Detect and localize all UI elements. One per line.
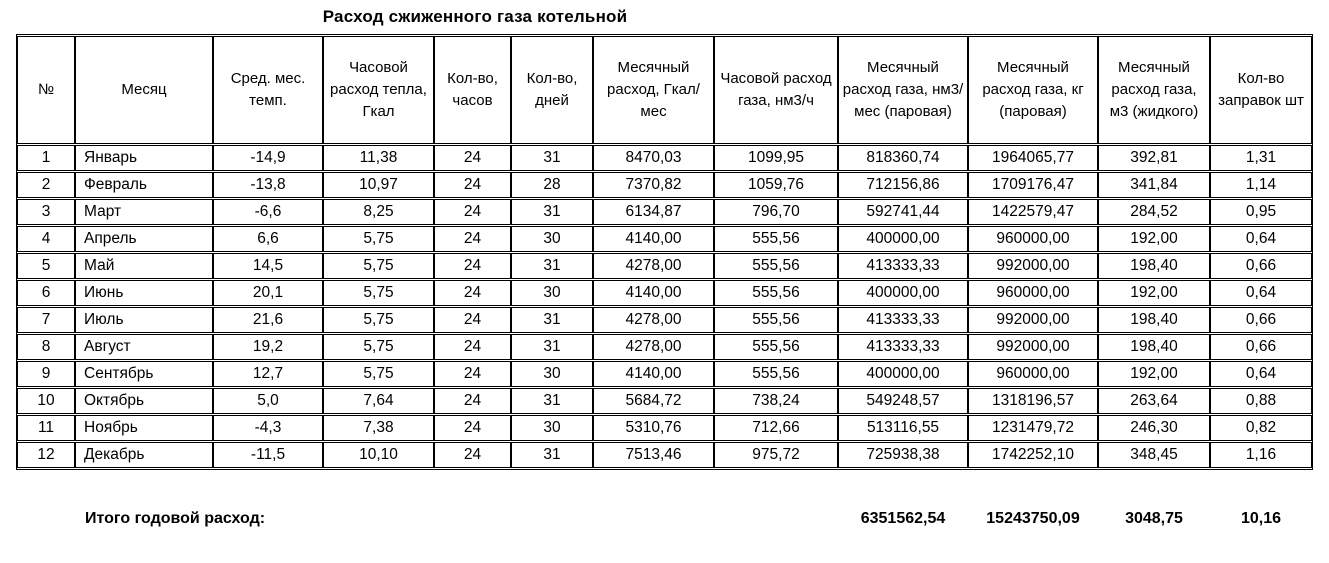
value-cell: -4,3 [213, 415, 323, 441]
value-cell: 712156,86 [838, 172, 968, 198]
value-cell: 7,64 [323, 388, 434, 414]
value-cell: 8 [17, 334, 75, 360]
table-row [17, 253, 1312, 279]
value-cell: 4140,00 [593, 226, 714, 252]
month-cell: Июнь [75, 280, 213, 306]
value-cell: 31 [511, 442, 593, 468]
value-cell: 198,40 [1098, 307, 1210, 333]
column-header: Месячный расход газа, м3 (жидкого) [1098, 36, 1210, 144]
value-cell: 31 [511, 145, 593, 171]
column-header: Сред. мес. темп. [213, 36, 323, 144]
value-cell: 12 [17, 442, 75, 468]
value-cell: 992000,00 [968, 307, 1098, 333]
value-cell: 400000,00 [838, 280, 968, 306]
value-cell: 12,7 [213, 361, 323, 387]
value-cell: 24 [434, 280, 511, 306]
value-cell: 24 [434, 442, 511, 468]
value-cell: 2 [17, 172, 75, 198]
month-cell: Октябрь [75, 388, 213, 414]
column-header: Месячный расход газа, нм3/мес (паровая) [838, 36, 968, 144]
value-cell: 5,75 [323, 226, 434, 252]
value-cell: 796,70 [714, 199, 838, 225]
value-cell: 555,56 [714, 361, 838, 387]
value-cell: 1742252,10 [968, 442, 1098, 468]
value-cell: 5,75 [323, 280, 434, 306]
month-cell: Сентябрь [75, 361, 213, 387]
value-cell: 4140,00 [593, 361, 714, 387]
month-cell: Декабрь [75, 442, 213, 468]
value-cell: 31 [511, 307, 593, 333]
value-cell: 1,16 [1210, 442, 1312, 468]
value-cell: 11,38 [323, 145, 434, 171]
column-header: Кол-во, дней [511, 36, 593, 144]
value-cell: 0,64 [1210, 226, 1312, 252]
value-cell: 7,38 [323, 415, 434, 441]
value-cell: 341,84 [1098, 172, 1210, 198]
column-header: Часовой расход тепла, Гкал [323, 36, 434, 144]
value-cell: 1422579,47 [968, 199, 1098, 225]
month-cell: Февраль [75, 172, 213, 198]
value-cell: 14,5 [213, 253, 323, 279]
value-cell: 555,56 [714, 253, 838, 279]
month-cell: Апрель [75, 226, 213, 252]
header-row [17, 36, 1312, 144]
value-cell: 6134,87 [593, 199, 714, 225]
value-cell: 960000,00 [968, 280, 1098, 306]
value-cell: 960000,00 [968, 226, 1098, 252]
table-row [17, 145, 1312, 171]
value-cell: 24 [434, 226, 511, 252]
value-cell: 31 [511, 334, 593, 360]
value-cell: 263,64 [1098, 388, 1210, 414]
value-cell: -11,5 [213, 442, 323, 468]
page-title: Расход сжиженного газа котельной [322, 7, 628, 26]
value-cell: 555,56 [714, 226, 838, 252]
table-row [17, 280, 1312, 306]
month-cell: Май [75, 253, 213, 279]
value-cell: 0,66 [1210, 307, 1312, 333]
totals-label: Итого годовой расход: [85, 510, 266, 527]
value-cell: 555,56 [714, 334, 838, 360]
value-cell: 19,2 [213, 334, 323, 360]
value-cell: 10 [17, 388, 75, 414]
column-header: Месячный расход, Гкал/мес [593, 36, 714, 144]
value-cell: 28 [511, 172, 593, 198]
value-cell: 1059,76 [714, 172, 838, 198]
value-cell: 5,75 [323, 253, 434, 279]
value-cell: 725938,38 [838, 442, 968, 468]
value-cell: 1 [17, 145, 75, 171]
value-cell: 192,00 [1098, 280, 1210, 306]
value-cell: 10,10 [323, 442, 434, 468]
value-cell: 818360,74 [838, 145, 968, 171]
consumption-table [17, 35, 1312, 469]
value-cell: 7370,82 [593, 172, 714, 198]
value-cell: 24 [434, 388, 511, 414]
value-cell: 5,75 [323, 334, 434, 360]
value-cell: 6 [17, 280, 75, 306]
value-cell: 1709176,47 [968, 172, 1098, 198]
value-cell: 592741,44 [838, 199, 968, 225]
month-cell: Март [75, 199, 213, 225]
value-cell: 5,0 [213, 388, 323, 414]
column-header: Месячный расход газа, кг (паровая) [968, 36, 1098, 144]
value-cell: 24 [434, 307, 511, 333]
value-cell: 413333,33 [838, 334, 968, 360]
total-gas-m3: 3048,75 [1125, 510, 1183, 527]
value-cell: 992000,00 [968, 253, 1098, 279]
value-cell: 4 [17, 226, 75, 252]
month-cell: Ноябрь [75, 415, 213, 441]
value-cell: 6,6 [213, 226, 323, 252]
value-cell: 24 [434, 415, 511, 441]
value-cell: 0,64 [1210, 361, 1312, 387]
value-cell: 10,97 [323, 172, 434, 198]
column-header: Кол-во, часов [434, 36, 511, 144]
value-cell: 24 [434, 334, 511, 360]
value-cell: 24 [434, 199, 511, 225]
table-row [17, 172, 1312, 198]
value-cell: 5,75 [323, 361, 434, 387]
value-cell: 5310,76 [593, 415, 714, 441]
value-cell: 0,88 [1210, 388, 1312, 414]
table-row [17, 361, 1312, 387]
value-cell: 4278,00 [593, 253, 714, 279]
table-row [17, 442, 1312, 468]
annual-totals [17, 508, 1312, 532]
value-cell: 8470,03 [593, 145, 714, 171]
value-cell: -14,9 [213, 145, 323, 171]
value-cell: 31 [511, 253, 593, 279]
value-cell: 5684,72 [593, 388, 714, 414]
value-cell: 4140,00 [593, 280, 714, 306]
value-cell: 3 [17, 199, 75, 225]
table-row [17, 307, 1312, 333]
column-header: № [17, 36, 75, 144]
value-cell: 400000,00 [838, 361, 968, 387]
value-cell: 5,75 [323, 307, 434, 333]
value-cell: 24 [434, 172, 511, 198]
value-cell: 413333,33 [838, 307, 968, 333]
total-gas-nm3: 6351562,54 [860, 510, 946, 527]
value-cell: 555,56 [714, 280, 838, 306]
value-cell: 555,56 [714, 307, 838, 333]
total-refills: 10,16 [1240, 510, 1282, 527]
value-cell: 192,00 [1098, 226, 1210, 252]
table-row [17, 334, 1312, 360]
column-header: Месяц [75, 36, 213, 144]
value-cell: 1231479,72 [968, 415, 1098, 441]
value-cell: 413333,33 [838, 253, 968, 279]
value-cell: 0,66 [1210, 334, 1312, 360]
value-cell: 24 [434, 253, 511, 279]
value-cell: 20,1 [213, 280, 323, 306]
value-cell: 30 [511, 361, 593, 387]
value-cell: 31 [511, 199, 593, 225]
table-body [17, 145, 1312, 468]
total-gas-kg: 15243750,09 [986, 510, 1080, 527]
value-cell: 1318196,57 [968, 388, 1098, 414]
value-cell: 975,72 [714, 442, 838, 468]
value-cell: 1,14 [1210, 172, 1312, 198]
value-cell: 246,30 [1098, 415, 1210, 441]
value-cell: 0,64 [1210, 280, 1312, 306]
value-cell: 21,6 [213, 307, 323, 333]
value-cell: 712,66 [714, 415, 838, 441]
month-cell: Январь [75, 145, 213, 171]
value-cell: 30 [511, 280, 593, 306]
value-cell: 1964065,77 [968, 145, 1098, 171]
value-cell: 738,24 [714, 388, 838, 414]
value-cell: 5 [17, 253, 75, 279]
value-cell: 960000,00 [968, 361, 1098, 387]
value-cell: 30 [511, 226, 593, 252]
value-cell: 24 [434, 361, 511, 387]
column-header: Кол-во заправок шт [1210, 36, 1312, 144]
value-cell: 11 [17, 415, 75, 441]
value-cell: 7513,46 [593, 442, 714, 468]
value-cell: 30 [511, 415, 593, 441]
value-cell: 8,25 [323, 199, 434, 225]
value-cell: -6,6 [213, 199, 323, 225]
value-cell: 400000,00 [838, 226, 968, 252]
value-cell: 0,82 [1210, 415, 1312, 441]
value-cell: 31 [511, 388, 593, 414]
month-cell: Август [75, 334, 213, 360]
month-cell: Июль [75, 307, 213, 333]
value-cell: 284,52 [1098, 199, 1210, 225]
value-cell: 1099,95 [714, 145, 838, 171]
value-cell: 513116,55 [838, 415, 968, 441]
value-cell: 198,40 [1098, 253, 1210, 279]
value-cell: 992000,00 [968, 334, 1098, 360]
table-row [17, 226, 1312, 252]
value-cell: 549248,57 [838, 388, 968, 414]
value-cell: 0,66 [1210, 253, 1312, 279]
value-cell: 198,40 [1098, 334, 1210, 360]
value-cell: 1,31 [1210, 145, 1312, 171]
value-cell: 348,45 [1098, 442, 1210, 468]
table-row [17, 415, 1312, 441]
table-row [17, 199, 1312, 225]
table-row [17, 388, 1312, 414]
value-cell: 4278,00 [593, 307, 714, 333]
column-header: Часовой расход газа, нм3/ч [714, 36, 838, 144]
value-cell: 392,81 [1098, 145, 1210, 171]
value-cell: 0,95 [1210, 199, 1312, 225]
value-cell: 9 [17, 361, 75, 387]
value-cell: -13,8 [213, 172, 323, 198]
value-cell: 24 [434, 145, 511, 171]
value-cell: 192,00 [1098, 361, 1210, 387]
value-cell: 7 [17, 307, 75, 333]
value-cell: 4278,00 [593, 334, 714, 360]
